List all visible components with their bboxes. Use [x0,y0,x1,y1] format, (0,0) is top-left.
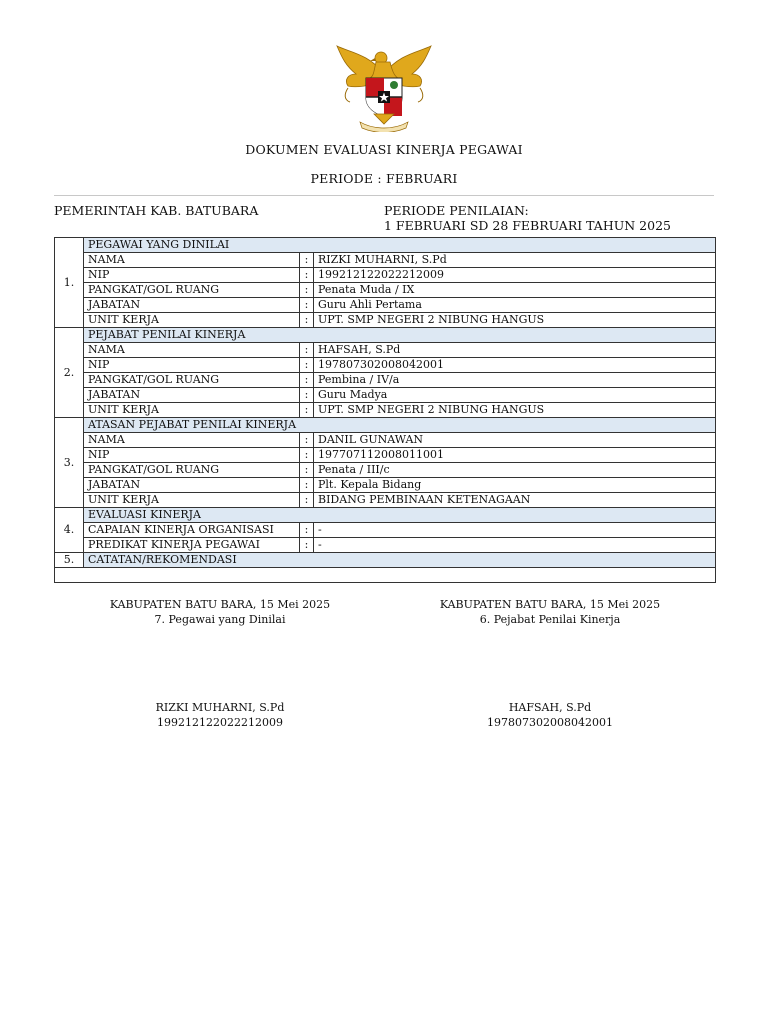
field-label: UNIT KERJA [84,403,300,418]
evaluation-form-table [54,237,716,583]
colon: : [300,448,314,463]
field-value: Penata Muda / IX [314,283,716,298]
table-row [55,433,716,448]
document-period: PERIODE : FEBRUARI [310,171,458,186]
section-header [55,553,716,568]
colon: : [300,298,314,313]
field-value: - [314,523,716,538]
field-label: NAMA [84,253,300,268]
table-row [55,313,716,328]
table-row [55,343,716,358]
signature-left-name-block [70,700,370,730]
table-row [55,478,716,493]
section-number: 1. [55,238,84,328]
colon: : [300,538,314,553]
section-title: CATATAN/REKOMENDASI [84,553,716,568]
assessment-period-value: 1 FEBRUARI SD 28 FEBRUARI TAHUN 2025 [384,218,671,233]
field-label: UNIT KERJA [84,493,300,508]
colon: : [300,343,314,358]
field-label: NAMA [84,343,300,358]
colon: : [300,253,314,268]
section-header [55,418,716,433]
table-row [55,373,716,388]
signature-name: HAFSAH, S.Pd [508,701,592,714]
government-name: PEMERINTAH KAB. BATUBARA [54,203,259,218]
colon: : [300,388,314,403]
table-row [55,493,716,508]
signature-role: 7. Pegawai yang Dinilai [154,613,286,626]
table-row [55,253,716,268]
signature-right-header [400,597,700,627]
field-value: RIZKI MUHARNI, S.Pd [314,253,716,268]
field-value: BIDANG PEMBINAAN KETENAGAAN [314,493,716,508]
signature-place-date: KABUPATEN BATU BARA, 15 Mei 2025 [109,598,331,611]
section-number: 5. [55,553,84,568]
field-value: Guru Madya [314,388,716,403]
field-label: JABATAN [84,478,300,493]
field-label: PANGKAT/GOL RUANG [84,283,300,298]
section-number: 2. [55,328,84,418]
colon: : [300,283,314,298]
table-row [55,268,716,283]
table-row [55,523,716,538]
colon: : [300,403,314,418]
colon: : [300,463,314,478]
field-value: Pembina / IV/a [314,373,716,388]
colon: : [300,523,314,538]
field-value: Guru Ahli Pertama [314,298,716,313]
garuda-pancasila-emblem-icon [334,44,434,132]
colon: : [300,373,314,388]
colon: : [300,358,314,373]
signature-name: RIZKI MUHARNI, S.Pd [155,701,285,714]
table-row [55,538,716,553]
notes-field [55,568,716,583]
section-header [55,238,716,253]
field-value: DANIL GUNAWAN [314,433,716,448]
field-value: UPT. SMP NEGERI 2 NIBUNG HANGUS [314,403,716,418]
field-value: 197807302008042001 [314,358,716,373]
notes-row [55,568,716,583]
field-label: UNIT KERJA [84,313,300,328]
field-label: NAMA [84,433,300,448]
table-row [55,448,716,463]
section-title: PEGAWAI YANG DINILAI [84,238,716,253]
signature-nip: 199212122022212009 [157,716,283,729]
colon: : [300,433,314,448]
table-row [55,388,716,403]
signature-right-name-block [400,700,700,730]
field-label: PREDIKAT KINERJA PEGAWAI [84,538,300,553]
colon: : [300,313,314,328]
field-label: NIP [84,358,300,373]
section-title: ATASAN PEJABAT PENILAI KINERJA [84,418,716,433]
signature-left-header [70,597,370,627]
field-value: HAFSAH, S.Pd [314,343,716,358]
section-number: 4. [55,508,84,553]
section-title: EVALUASI KINERJA [84,508,716,523]
divider [54,195,714,196]
document-title: DOKUMEN EVALUASI KINERJA PEGAWAI [245,142,523,157]
field-value: UPT. SMP NEGERI 2 NIBUNG HANGUS [314,313,716,328]
section-header [55,508,716,523]
colon: : [300,493,314,508]
field-label: PANGKAT/GOL RUANG [84,463,300,478]
section-number: 3. [55,418,84,508]
colon: : [300,268,314,283]
signature-role: 6. Pejabat Penilai Kinerja [479,613,621,626]
field-value: - [314,538,716,553]
field-value: Plt. Kepala Bidang [314,478,716,493]
assessment-period-label: PERIODE PENILAIAN: [384,203,529,218]
table-row [55,463,716,478]
field-label: JABATAN [84,388,300,403]
field-value: 197707112008011001 [314,448,716,463]
signature-nip: 197807302008042001 [487,716,613,729]
assessment-period [384,203,671,233]
field-value: Penata / III/c [314,463,716,478]
field-label: NIP [84,448,300,463]
table-row [55,403,716,418]
table-row [55,298,716,313]
field-label: NIP [84,268,300,283]
field-label: CAPAIAN KINERJA ORGANISASI [84,523,300,538]
section-title: PEJABAT PENILAI KINERJA [84,328,716,343]
signature-place-date: KABUPATEN BATU BARA, 15 Mei 2025 [439,598,661,611]
colon: : [300,478,314,493]
table-row [55,283,716,298]
table-row [55,358,716,373]
field-value: 199212122022212009 [314,268,716,283]
section-header [55,328,716,343]
field-label: JABATAN [84,298,300,313]
field-label: PANGKAT/GOL RUANG [84,373,300,388]
